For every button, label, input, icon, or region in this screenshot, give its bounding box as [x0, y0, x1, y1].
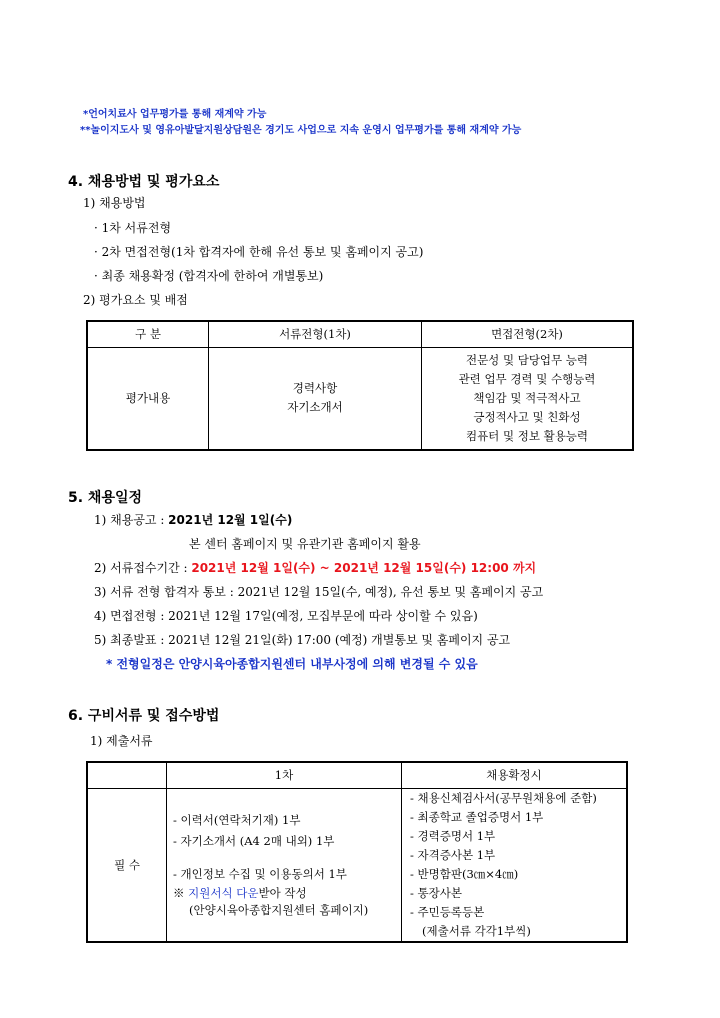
document-item: - 통장사본 [410, 885, 462, 900]
document-item: - 개인정보 수집 및 이용동의서 1부 [173, 867, 347, 881]
criteria-item: 긍정적사고 및 친화성 [473, 409, 581, 424]
criteria-item: 경력사항 [292, 381, 338, 396]
document-item: - 경력증명서 1부 [410, 828, 496, 843]
method-item: · 최종 채용확정 (합격자에 한하여 개별통보) [94, 269, 324, 283]
table-header: 채용확정시 [402, 762, 628, 788]
schedule-period: 2021년 12월 1일(수) ~ 2021년 12월 15일(수) 12:00 까지 [191, 561, 537, 575]
table-header [87, 762, 167, 788]
document-item: - 반명함판(3㎝×4㎝) [410, 866, 519, 881]
document-item: - 채용신체검사서(공무원채용에 준함) [410, 790, 597, 805]
row-label: 필 수 [87, 788, 167, 942]
form-source: (안양시육아종합지원센터 홈페이지) [189, 903, 369, 917]
note-2: **놀이지도사 및 영유아발달지원상담원은 경기도 사업으로 지속 운영시 업무평가를 통해 재계약 가능 [80, 125, 522, 136]
document-item: - 주민등록등본 [410, 904, 485, 919]
criteria-item: 관련 업무 경력 및 수행능력 [458, 371, 596, 386]
documents-table [86, 761, 628, 943]
form-download-note [173, 885, 401, 902]
document-item: - 이력서(연락처기재) 1부 [173, 813, 301, 827]
schedule-line-1-sub: 본 센터 홈페이지 및 유관기관 홈페이지 활용 [189, 537, 421, 551]
form-note-text: 받아 작성 [258, 886, 307, 900]
first-stage-documents [167, 788, 402, 942]
note-1: *언어치료사 업무평가를 통해 재계약 가능 [83, 109, 267, 120]
table-header: 면접전형(2차) [422, 321, 634, 347]
document-item: - 자격증사본 1부 [410, 847, 496, 862]
document-item: - 자기소개서 (A4 2매 내외) 1부 [173, 834, 335, 848]
method-item: · 1차 서류전형 [94, 221, 172, 235]
section5-title: 5. 채용일정 [68, 490, 143, 506]
document-item: (제출서류 각각1부씩) [422, 923, 531, 938]
table-header: 서류전형(1차) [209, 321, 422, 347]
document-criteria [209, 347, 422, 450]
schedule-label: 2) 서류접수기간 : [94, 561, 192, 575]
schedule-label: 1) 채용공고 : [94, 513, 169, 527]
schedule-line-4: 4) 면접전형 : 2021년 12월 17일(예정, 모집부문에 따라 상이할 수 있음) [94, 609, 478, 623]
method-heading: 1) 채용방법 [83, 196, 146, 210]
schedule-date: 2021년 12월 1일(수) [168, 513, 293, 527]
docs-heading: 1) 제출서류 [90, 734, 153, 748]
method-item: · 2차 면접전형(1차 합격자에 한해 유선 통보 및 홈페이지 공고) [94, 245, 424, 259]
schedule-line-5: 5) 최종발표 : 2021년 12월 21일(화) 17:00 (예정) 개별통보 및 홈페이지 공고 [94, 633, 511, 647]
document-item: - 최종학교 졸업증명서 1부 [410, 809, 544, 824]
section6-title: 6. 구비서류 및 접수방법 [68, 708, 220, 724]
table-header: 구 분 [87, 321, 209, 347]
form-download-link[interactable]: 지원서식 다운 [188, 886, 259, 900]
reference-mark: ※ [173, 886, 189, 900]
interview-criteria [422, 347, 634, 450]
schedule-line-3: 3) 서류 전형 합격자 통보 : 2021년 12월 15일(수, 예정), 유선 통보 및 홈페이지 공고 [94, 585, 544, 599]
schedule-line-1 [94, 512, 292, 528]
table-header: 1차 [167, 762, 402, 788]
criteria-item: 자기소개서 [287, 400, 343, 415]
final-stage-documents [402, 788, 628, 942]
schedule-line-2 [94, 560, 536, 576]
evaluation-table [86, 320, 634, 451]
section4-title: 4. 채용방법 및 평가요소 [68, 174, 220, 190]
row-label: 평가내용 [87, 347, 209, 450]
schedule-notice: * 전형일정은 안양시육아종합지원센터 내부사정에 의해 변경될 수 있음 [106, 657, 478, 671]
scoring-heading: 2) 평가요소 및 배점 [83, 293, 188, 307]
criteria-item: 컴퓨터 및 정보 활용능력 [465, 428, 589, 443]
criteria-item: 책임감 및 적극적사고 [473, 390, 581, 405]
criteria-item: 전문성 및 담당업무 능력 [465, 352, 589, 367]
